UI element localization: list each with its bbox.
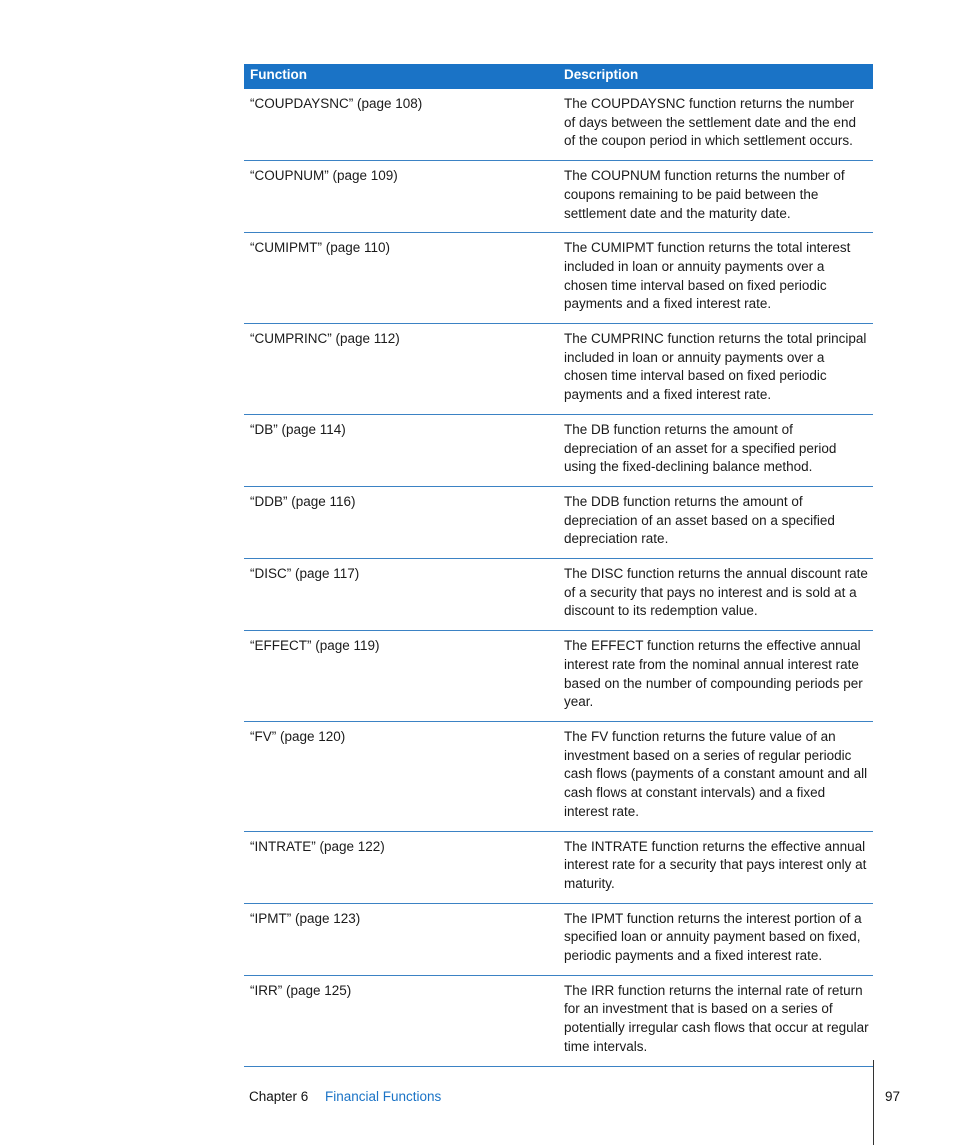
function-reference-link[interactable]: “DISC” (page 117) xyxy=(250,566,360,582)
function-description: The CUMIPMT function returns the total interest included in loan or annuity payments over a chosen time interval based on fixed periodic payments and a fixed interest rate. xyxy=(564,240,851,312)
table-row xyxy=(244,832,873,904)
function-description: The FV function returns the future value of an investment based on a series of regular periodic cash flows (payments of a constant amount and all cash flows at constant intervals) and a fixed interest rate. xyxy=(564,728,868,819)
table-body xyxy=(244,89,873,1067)
footer-chapter: Chapter 6 xyxy=(249,1089,309,1104)
table-row xyxy=(244,559,873,631)
function-reference-link[interactable]: “IRR” (page 125) xyxy=(250,982,352,998)
table-row xyxy=(244,233,873,324)
header-description: Description xyxy=(564,67,639,82)
function-reference-link[interactable]: “CUMIPMT” (page 110) xyxy=(250,240,391,256)
function-description: The EFFECT function returns the effective annual interest rate from the nominal annual interest rate based on the number of compounding periods per year. xyxy=(564,638,863,710)
table-header xyxy=(244,64,873,89)
function-description: The COUPNUM function returns the number of coupons remaining to be paid between the settlement date and the maturity date. xyxy=(564,168,845,221)
function-description: The DISC function returns the annual discount rate of a security that pays no interest and is sold at a discount to its redemption value. xyxy=(564,566,868,619)
function-description: The DDB function returns the amount of depreciation of an asset based on a specified depreciation rate. xyxy=(564,493,835,547)
table-row xyxy=(244,161,873,233)
function-description: The IPMT function returns the interest portion of a specified loan or annuity payment based on fixed, periodic payments and a fixed interest rate. xyxy=(564,910,862,964)
table-row xyxy=(244,976,873,1067)
function-description: The COUPDAYSNC function returns the number of days between the settlement date and the end of the coupon period in which settlement occurs. xyxy=(564,96,856,149)
table-row xyxy=(244,631,873,722)
functions-table xyxy=(244,64,873,1067)
function-description: The IRR function returns the internal rate of return for an investment that is based on a series of potentially irregular cash flows that occur at regular time intervals. xyxy=(564,982,869,1054)
function-reference-link[interactable]: “DDB” (page 116) xyxy=(250,493,356,509)
function-reference-link[interactable]: “IPMT” (page 123) xyxy=(250,910,361,926)
header-function: Function xyxy=(250,67,307,82)
table-row xyxy=(244,487,873,559)
table-row xyxy=(244,904,873,976)
function-description: The DB function returns the amount of depreciation of an asset for a specified period using the fixed-declining balance method. xyxy=(564,421,837,475)
table-row xyxy=(244,722,873,832)
function-reference-link[interactable]: “COUPNUM” (page 109) xyxy=(250,168,398,184)
function-description: The CUMPRINC function returns the total principal included in loan or annuity payments over a chosen time interval based on fixed periodic payments and a fixed interest rate. xyxy=(564,331,867,403)
table-row xyxy=(244,89,873,161)
table-row xyxy=(244,324,873,415)
function-reference-link[interactable]: “COUPDAYSNC” (page 108) xyxy=(250,96,423,111)
function-reference-link[interactable]: “EFFECT” (page 119) xyxy=(250,638,380,654)
footer-divider xyxy=(873,1060,874,1145)
function-description: The INTRATE function returns the effective annual interest rate for a security that pays interest only at maturity. xyxy=(564,838,867,891)
page-number: 97 xyxy=(885,1089,901,1104)
function-reference-link[interactable]: “DB” (page 114) xyxy=(250,421,346,437)
table-row xyxy=(244,415,873,487)
function-reference-link[interactable]: “FV” (page 120) xyxy=(250,728,346,744)
function-reference-link[interactable]: “CUMPRINC” (page 112) xyxy=(250,331,400,347)
function-reference-link[interactable]: “INTRATE” (page 122) xyxy=(250,838,385,854)
footer-chapter-title[interactable]: Financial Functions xyxy=(325,1089,442,1104)
